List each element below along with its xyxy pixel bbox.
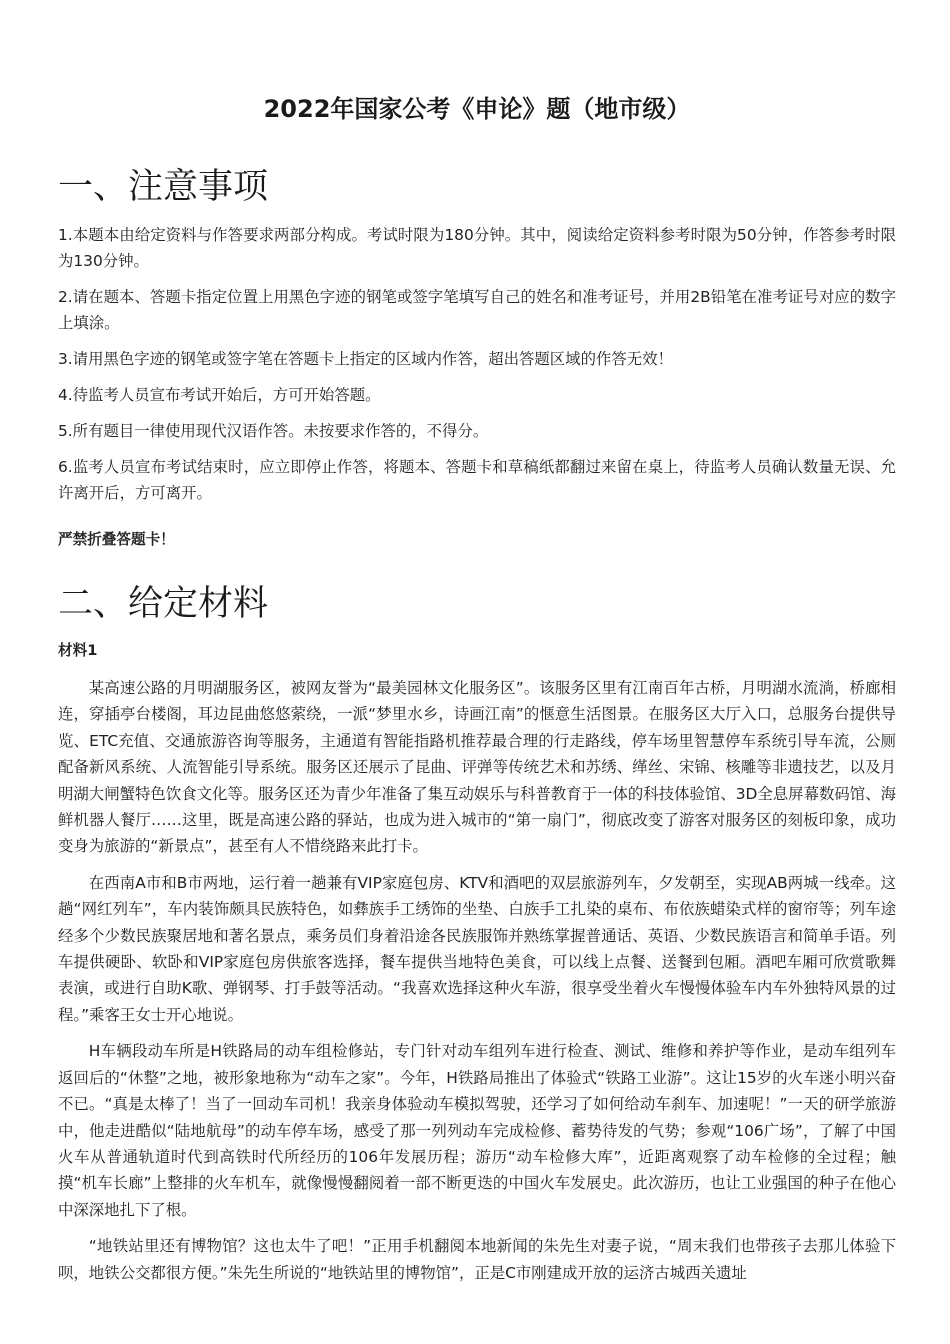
document-title: 2022年国家公考《申论》题（地市级） xyxy=(263,95,691,123)
section-heading-notice: 一、注意事项 xyxy=(58,167,269,207)
material-paragraph: 某高速公路的月明湖服务区，被网友誉为“最美园林文化服务区”。该服务区里有江南百年古桥，月明湖水流淌，桥廊相连，穿插亭台楼阁，耳边昆曲悠悠萦绕，一派“梦里水乡，诗画江南”的惬意生活图景。在服务区大厅入口，总服务台提供导览、ETC充值、交通旅游咨询等服务，主通道有智能指路机推荐最合理的行走路线，停车场里智慧停车系统引导车流，公厕配备新风系统、人流智能引导系统。服务区还展示了昆曲、评弹等传统艺术和苏绣、缂丝、宋锦、核雕等非遗技艺，以及月明湖大闸蟹特色饮食文化等。服务区还为青少年准备了集互动娱乐与科普教育于一体的科技体验馆、3D全息屏幕数码馆、海鲜机器人餐厅……这里，既是高速公路的驿站，也成为进入城市的“第一扇门”，彻底改变了游客对服务区的刻板印象，成功变身为旅游的“新景点”，甚至有人不惜绕路来此打卡。 xyxy=(58,679,896,856)
material-body xyxy=(58,675,896,1296)
notice-item: 2.请在题本、答题卡指定位置上用黑色字迹的钢笔或签字笔填写自己的姓名和准考证号，并用2B铅笔在准考证号对应的数字上填涂。 xyxy=(58,288,896,332)
material-paragraph: H车辆段动车所是H铁路局的动车组检修站，专门针对动车组列车进行检查、测试、维修和养护等作业，是动车组列车返回后的“休整”之地，被形象地称为“动车之家”。今年，H铁路局推出了体验式“铁路工业游”。这让15岁的火车迷小明兴奋不已。“真是太棒了！当了一回动车司机！我亲身体验动车模拟驾驶，还学习了如何给动车刹车、加速呢！”一天的研学旅游中，他走进酷似“陆地航母”的动车停车场，感受了那一列列动车完成检修、蓄势待发的气势；参观“106广场”，了解了中国火车从普通轨道时代到高铁时代所经历的106年发展历程；游历“动车检修大库”，近距离观察了动车检修的全过程；触摸“机车长廊”上整排的火车机车，就像慢慢翻阅着一部不断更迭的中国火车发展史。此次游历，也让工业强国的种子在他心中深深地扎下了根。 xyxy=(58,1042,896,1219)
notice-item: 4.待监考人员宣布考试开始后，方可开始答题。 xyxy=(58,386,381,404)
notice-item: 1.本题本由给定资料与作答要求两部分构成。考试时限为180分钟。其中，阅读给定资料参考时限为50分钟，作答参考时限为130分钟。 xyxy=(58,226,896,270)
section-heading-materials: 二、给定材料 xyxy=(58,584,269,624)
material-paragraph: 在西南A市和B市两地，运行着一趟兼有VIP家庭包房、KTV和酒吧的双层旅游列车，夕发朝至，实现AB两城一线牵。这趟“网红列车”，车内装饰颇具民族特色，如彝族手工绣饰的坐垫、白族手工扎染的桌布、布依族蜡染式样的窗帘等；列车途经多个少数民族聚居地和著名景点，乘务员们身着沿途各民族服饰并熟练掌握普通话、英语、少数民族语言和简单手语。列车提供硬卧、软卧和VIP家庭包房供旅客选择，餐车提供当地特色美食，可以线上点餐、送餐到包厢。酒吧车厢可欣赏歌舞表演，或进行自助K歌、弹钢琴、打手鼓等活动。“我喜欢选择这种火车游，很享受坐着火车慢慢体验车内车外独特风景的过程。”乘客王女士开心地说。 xyxy=(58,873,896,1024)
notice-list xyxy=(58,222,896,516)
material-paragraph: “地铁站里还有博物馆？这也太牛了吧！”正用手机翻阅本地新闻的朱先生对妻子说，“周末我们也带孩子去那儿体验下呗，地铁公交都很方便。”朱先生所说的“地铁站里的博物馆”，正是C市刚建成开放的运济古城西关遗址 xyxy=(58,1237,896,1282)
notice-item: 6.监考人员宣布考试结束时，应立即停止作答，将题本、答题卡和草稿纸都翻过来留在桌上，待监考人员确认数量无误、允许离开后，方可离开。 xyxy=(58,458,896,502)
notice-item: 5.所有题目一律使用现代汉语作答。未按要求作答的，不得分。 xyxy=(58,422,489,440)
notice-item: 3.请用黑色字迹的钢笔或签字笔在答题卡上指定的区域内作答，超出答题区域的作答无效！ xyxy=(58,350,673,368)
fold-warning: 严禁折叠答题卡！ xyxy=(58,531,175,548)
material-label: 材料1 xyxy=(58,642,98,659)
